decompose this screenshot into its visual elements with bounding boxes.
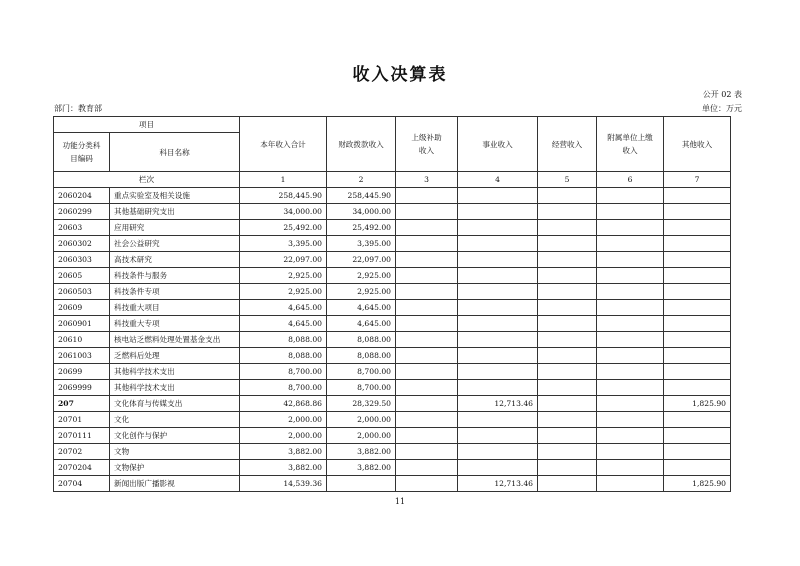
cell-operating: [538, 396, 597, 412]
cell-name: 高技术研究: [110, 252, 240, 268]
cell-business: [458, 284, 538, 300]
cell-other: 1,825.90: [664, 476, 731, 492]
cell-total: 2,925.00: [240, 268, 327, 284]
cell-name: 文物: [110, 444, 240, 460]
page-title: 收入决算表: [352, 65, 448, 85]
cell-business: [458, 460, 538, 476]
cell-business: [458, 236, 538, 252]
cell-affiliated: [597, 412, 664, 428]
cell-fiscal: 8,700.00: [327, 380, 396, 396]
cell-other: [664, 316, 731, 332]
cell-upper: [396, 476, 458, 492]
cell-other: [664, 300, 731, 316]
cell-affiliated: [597, 236, 664, 252]
cell-name: 新闻出版广播影视: [110, 476, 240, 492]
cell-operating: [538, 460, 597, 476]
cell-upper: [396, 204, 458, 220]
cell-code: 20603: [54, 220, 110, 236]
cell-upper: [396, 332, 458, 348]
cell-operating: [538, 444, 597, 460]
unit-label: 单位：万元: [702, 104, 742, 113]
cell-business: [458, 252, 538, 268]
cell-business: [458, 348, 538, 364]
cell-fiscal: 34,000.00: [327, 204, 396, 220]
cell-other: [664, 364, 731, 380]
cell-total: 8,088.00: [240, 348, 327, 364]
cell-business: [458, 380, 538, 396]
cell-other: [664, 428, 731, 444]
cell-name: 核电站乏燃料处理处置基金支出: [110, 332, 240, 348]
cell-name: 文化体育与传媒支出: [110, 396, 240, 412]
cell-upper: [396, 252, 458, 268]
cell-business: [458, 204, 538, 220]
cell-code: 2061003: [54, 348, 110, 364]
func-code-header: 功能分类科目编码: [54, 133, 110, 172]
cell-code: 2060503: [54, 284, 110, 300]
cell-name: 社会公益研究: [110, 236, 240, 252]
cell-operating: [538, 252, 597, 268]
col-number: 3: [396, 172, 458, 188]
cell-name: 科技条件专项: [110, 284, 240, 300]
cell-business: 12,713.46: [458, 476, 538, 492]
col-number: 4: [458, 172, 538, 188]
cell-fiscal: 8,088.00: [327, 332, 396, 348]
table-row: [54, 284, 731, 300]
cell-total: 8,088.00: [240, 332, 327, 348]
department-label: 部门：教育部: [54, 104, 102, 113]
cell-name: 其他基础研究支出: [110, 204, 240, 220]
cell-other: 1,825.90: [664, 396, 731, 412]
cell-other: [664, 332, 731, 348]
cell-business: [458, 268, 538, 284]
cell-upper: [396, 444, 458, 460]
cell-business: [458, 220, 538, 236]
cell-operating: [538, 348, 597, 364]
table-row: [54, 380, 731, 396]
cell-name: 乏燃料后处理: [110, 348, 240, 364]
cell-operating: [538, 364, 597, 380]
cell-fiscal: 22,097.00: [327, 252, 396, 268]
cell-business: [458, 364, 538, 380]
col-header-business: 事业收入: [458, 117, 538, 172]
col-header-fiscal: 财政拨款收入: [327, 117, 396, 172]
cell-fiscal: 25,492.00: [327, 220, 396, 236]
cell-operating: [538, 332, 597, 348]
cell-total: 25,492.00: [240, 220, 327, 236]
cell-business: [458, 444, 538, 460]
cell-other: [664, 348, 731, 364]
cell-fiscal: 28,329.50: [327, 396, 396, 412]
cell-operating: [538, 380, 597, 396]
cell-upper: [396, 348, 458, 364]
cell-other: [664, 380, 731, 396]
cell-upper: [396, 316, 458, 332]
cell-upper: [396, 428, 458, 444]
cell-operating: [538, 220, 597, 236]
cell-fiscal: 3,395.00: [327, 236, 396, 252]
cell-fiscal: 4,645.00: [327, 300, 396, 316]
table-row: [54, 348, 731, 364]
cell-name: 科技重大专项: [110, 316, 240, 332]
form-number: 公开 02 表: [702, 90, 742, 99]
col-header-operating: 经营收入: [538, 117, 597, 172]
table-row: [54, 412, 731, 428]
cell-other: [664, 236, 731, 252]
cell-name: 文化创作与保护: [110, 428, 240, 444]
cell-other: [664, 284, 731, 300]
cell-code: 20605: [54, 268, 110, 284]
cell-upper: [396, 220, 458, 236]
cell-total: 22,097.00: [240, 252, 327, 268]
col-header-upper: 上级补助收入: [396, 117, 458, 172]
cell-affiliated: [597, 268, 664, 284]
cell-code: 20609: [54, 300, 110, 316]
cell-affiliated: [597, 332, 664, 348]
col-header-other: 其他收入: [664, 117, 731, 172]
cell-fiscal: 8,700.00: [327, 364, 396, 380]
table-row: [54, 364, 731, 380]
cell-operating: [538, 188, 597, 204]
table-row: [54, 444, 731, 460]
cell-affiliated: [597, 188, 664, 204]
cell-affiliated: [597, 476, 664, 492]
row-label-header: 栏次: [54, 172, 240, 188]
cell-total: 34,000.00: [240, 204, 327, 220]
cell-other: [664, 444, 731, 460]
cell-fiscal: [327, 476, 396, 492]
table-row: [54, 188, 731, 204]
cell-fiscal: 3,882.00: [327, 460, 396, 476]
cell-affiliated: [597, 316, 664, 332]
cell-name: 其他科学技术支出: [110, 380, 240, 396]
cell-upper: [396, 188, 458, 204]
cell-code: 2069999: [54, 380, 110, 396]
cell-other: [664, 188, 731, 204]
cell-affiliated: [597, 300, 664, 316]
cell-upper: [396, 412, 458, 428]
cell-total: 42,868.86: [240, 396, 327, 412]
cell-code: 20702: [54, 444, 110, 460]
col-number: 6: [597, 172, 664, 188]
cell-business: [458, 300, 538, 316]
cell-code: 2060299: [54, 204, 110, 220]
table-row: [54, 460, 731, 476]
cell-total: 8,700.00: [240, 380, 327, 396]
cell-fiscal: 3,882.00: [327, 444, 396, 460]
cell-fiscal: 2,925.00: [327, 268, 396, 284]
cell-total: 4,645.00: [240, 300, 327, 316]
cell-business: [458, 428, 538, 444]
page-number: 11: [394, 497, 406, 506]
cell-operating: [538, 316, 597, 332]
cell-fiscal: 258,445.90: [327, 188, 396, 204]
table-row: [54, 268, 731, 284]
cell-other: [664, 412, 731, 428]
cell-operating: [538, 204, 597, 220]
cell-total: 258,445.90: [240, 188, 327, 204]
table-row: [54, 332, 731, 348]
cell-affiliated: [597, 396, 664, 412]
cell-upper: [396, 268, 458, 284]
cell-total: 2,000.00: [240, 428, 327, 444]
cell-affiliated: [597, 428, 664, 444]
cell-code: 2060303: [54, 252, 110, 268]
cell-code: 20699: [54, 364, 110, 380]
table-row: [54, 316, 731, 332]
cell-name: 重点实验室及相关设施: [110, 188, 240, 204]
cell-other: [664, 268, 731, 284]
cell-upper: [396, 460, 458, 476]
cell-affiliated: [597, 364, 664, 380]
cell-business: [458, 316, 538, 332]
cell-business: [458, 332, 538, 348]
cell-upper: [396, 364, 458, 380]
cell-name: 科技条件与服务: [110, 268, 240, 284]
cell-operating: [538, 284, 597, 300]
col-header-total: 本年收入合计: [240, 117, 327, 172]
cell-fiscal: 2,000.00: [327, 412, 396, 428]
cell-operating: [538, 476, 597, 492]
cell-fiscal: 2,000.00: [327, 428, 396, 444]
cell-business: [458, 188, 538, 204]
cell-affiliated: [597, 204, 664, 220]
cell-operating: [538, 412, 597, 428]
column-number-row: [54, 172, 731, 188]
col-number: 1: [240, 172, 327, 188]
cell-code: 2060302: [54, 236, 110, 252]
table-row: [54, 428, 731, 444]
cell-upper: [396, 300, 458, 316]
cell-other: [664, 460, 731, 476]
cell-code: 20704: [54, 476, 110, 492]
header-row-top: [54, 117, 731, 133]
table-row: [54, 236, 731, 252]
cell-affiliated: [597, 252, 664, 268]
col-number: 7: [664, 172, 731, 188]
cell-total: 14,539.36: [240, 476, 327, 492]
col-number: 5: [538, 172, 597, 188]
cell-name: 文物保护: [110, 460, 240, 476]
cell-name: 其他科学技术支出: [110, 364, 240, 380]
cell-affiliated: [597, 444, 664, 460]
table-row: [54, 252, 731, 268]
cell-code: 2060204: [54, 188, 110, 204]
col-header-affiliated: 附属单位上缴收入: [597, 117, 664, 172]
table-row: [54, 300, 731, 316]
cell-total: 3,882.00: [240, 460, 327, 476]
cell-code: 207: [54, 396, 110, 412]
cell-upper: [396, 236, 458, 252]
cell-affiliated: [597, 380, 664, 396]
cell-total: 2,925.00: [240, 284, 327, 300]
table-row: [54, 204, 731, 220]
cell-total: 3,882.00: [240, 444, 327, 460]
table-row: [54, 396, 731, 412]
cell-operating: [538, 428, 597, 444]
subject-name-header: 科目名称: [110, 133, 240, 172]
cell-other: [664, 252, 731, 268]
cell-affiliated: [597, 348, 664, 364]
cell-code: 2060901: [54, 316, 110, 332]
cell-fiscal: 8,088.00: [327, 348, 396, 364]
cell-operating: [538, 300, 597, 316]
table-row: [54, 476, 731, 492]
cell-name: 应用研究: [110, 220, 240, 236]
table-row: [54, 220, 731, 236]
cell-affiliated: [597, 284, 664, 300]
cell-other: [664, 204, 731, 220]
col-number: 2: [327, 172, 396, 188]
cell-operating: [538, 236, 597, 252]
cell-upper: [396, 396, 458, 412]
cell-total: 3,395.00: [240, 236, 327, 252]
project-header: 项目: [54, 117, 240, 133]
cell-affiliated: [597, 220, 664, 236]
cell-upper: [396, 284, 458, 300]
cell-operating: [538, 268, 597, 284]
cell-code: 20701: [54, 412, 110, 428]
cell-code: 2070204: [54, 460, 110, 476]
cell-other: [664, 220, 731, 236]
cell-total: 8,700.00: [240, 364, 327, 380]
cell-name: 科技重大项目: [110, 300, 240, 316]
cell-upper: [396, 380, 458, 396]
cell-name: 文化: [110, 412, 240, 428]
cell-fiscal: 4,645.00: [327, 316, 396, 332]
cell-code: 20610: [54, 332, 110, 348]
cell-code: 2070111: [54, 428, 110, 444]
cell-affiliated: [597, 460, 664, 476]
cell-business: [458, 412, 538, 428]
cell-business: 12,713.46: [458, 396, 538, 412]
cell-fiscal: 2,925.00: [327, 284, 396, 300]
cell-total: 4,645.00: [240, 316, 327, 332]
cell-total: 2,000.00: [240, 412, 327, 428]
income-table: [53, 116, 731, 492]
